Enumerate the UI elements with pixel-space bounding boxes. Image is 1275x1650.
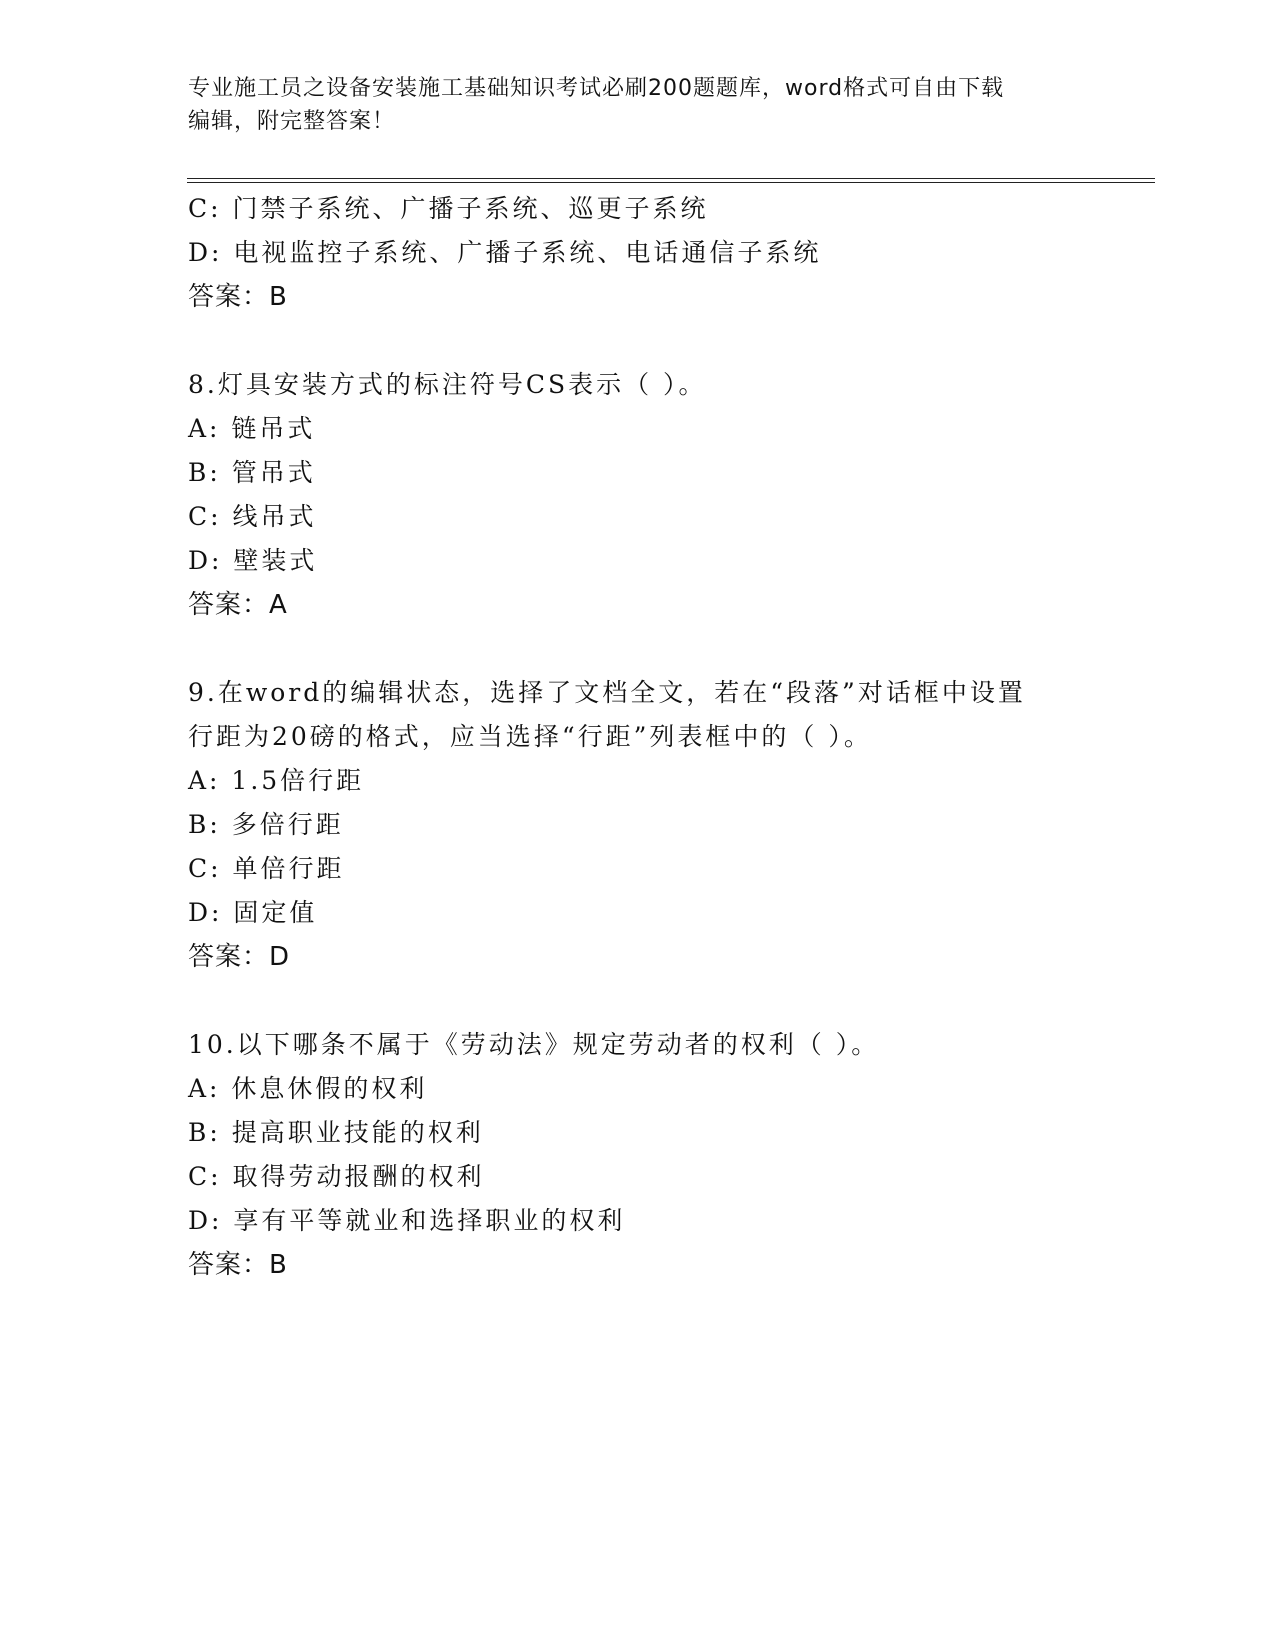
prev-option-c: C: 门禁子系统、广播子系统、巡更子系统: [188, 194, 709, 223]
q8-option-b: B: 管吊式: [188, 458, 316, 487]
header-divider: [187, 178, 1155, 183]
q9-stem-line-2: 行距为20磅的格式，应当选择“行距”列表框中的（ ）。: [188, 722, 872, 751]
q10-option-a: A: 休息休假的权利: [188, 1074, 428, 1103]
q10-option-d: D: 享有平等就业和选择职业的权利: [188, 1206, 626, 1235]
q8-option-a: A: 链吊式: [188, 414, 316, 443]
prev-answer: 答案：B: [188, 282, 288, 312]
q9-option-a: A: 1.5倍行距: [188, 766, 365, 795]
header-line-1: 专业施工员之设备安装施工基础知识考试必刷200题题库，word格式可自由下载: [188, 76, 1005, 101]
q9-option-c: C: 单倍行距: [188, 854, 345, 883]
document-header: [188, 72, 1088, 138]
q10-option-c: C: 取得劳动报酬的权利: [188, 1162, 485, 1191]
header-line-2: 编辑，附完整答案！: [188, 109, 396, 134]
q8-stem: 8.灯具安装方式的标注符号CS表示（ ）。: [188, 370, 707, 399]
q9-option-b: B: 多倍行距: [188, 810, 344, 839]
q10-stem: 10.以下哪条不属于《劳动法》规定劳动者的权利（ ）。: [188, 1030, 880, 1059]
q10-answer: 答案：B: [188, 1250, 288, 1280]
q8-option-c: C: 线吊式: [188, 502, 317, 531]
prev-option-d: D: 电视监控子系统、广播子系统、电话通信子系统: [188, 238, 822, 267]
q8-answer: 答案：A: [188, 590, 288, 620]
q8-option-d: D: 壁装式: [188, 546, 318, 575]
q9-stem-line-1: 9.在word的编辑状态，选择了文档全文，若在“段落”对话框中设置: [188, 678, 1026, 707]
q10-option-b: B: 提高职业技能的权利: [188, 1118, 484, 1147]
q9-answer: 答案：D: [188, 942, 291, 972]
q9-option-d: D: 固定值: [188, 898, 318, 927]
